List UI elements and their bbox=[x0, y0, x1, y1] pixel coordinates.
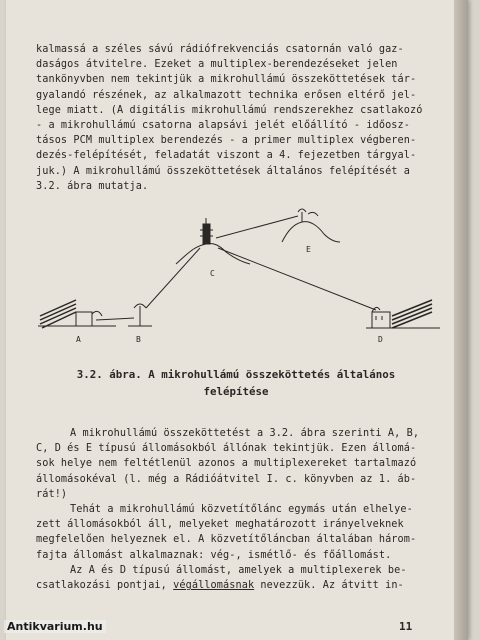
text-line: tásos PCM multiplex berendezés - a primer multiplex végberen- bbox=[36, 135, 417, 147]
text-line: gyalandó részének, az alkalmazott technika erősen eltérő jel- bbox=[36, 89, 417, 101]
text-line: 3.2. ábra mutatja. bbox=[36, 180, 149, 192]
label-b: B bbox=[136, 335, 141, 344]
underlined-term: végállomásnak bbox=[173, 580, 255, 592]
text-line: sok helye nem feltétlenül azonos a multiplexereket tartalmazó bbox=[36, 458, 417, 470]
text-line: juk.) A mikrohullámú összeköttetések általános felépítését a bbox=[36, 165, 411, 177]
station-a-building bbox=[76, 312, 92, 326]
figure-caption bbox=[36, 366, 436, 400]
microwave-link-diagram bbox=[36, 200, 446, 350]
text-line bbox=[36, 578, 418, 593]
text-line: zett állomásokból áll, melyeket meghatározott irányelveknek bbox=[36, 519, 404, 531]
text-line: Az A és D típusú állomást, amelyek a multiplexerek be- bbox=[70, 565, 407, 576]
link-c-d bbox=[218, 248, 376, 310]
caption-line: 3.2. ábra. A mikrohullámú összeköttetés általános bbox=[76, 368, 396, 381]
text-line: tankönyvben nem tekintjük a mikrohullámú összeköttetések tár- bbox=[36, 74, 417, 86]
text-line: megfelelően helyeznek el. A közvetítőláncban általában három- bbox=[36, 534, 417, 546]
tower-c bbox=[203, 224, 210, 244]
paragraph-terminal bbox=[36, 563, 418, 593]
label-e: E bbox=[306, 245, 311, 254]
link-b-c bbox=[146, 248, 200, 308]
hill-c bbox=[176, 243, 250, 264]
book-page bbox=[6, 0, 468, 640]
text-line: rát!) bbox=[36, 488, 68, 500]
diagram-svg bbox=[36, 200, 446, 350]
text-fragment: csatlakozási pontjai, bbox=[36, 580, 174, 592]
text-line: kalmassá a széles sávú rádiófrekvenciás csatornán való gaz- bbox=[36, 44, 404, 55]
page-number: 11 bbox=[399, 620, 413, 633]
text-line: állomásokéval (l. még a Rádióátvitel I. c. könyvben az 1. áb- bbox=[36, 473, 417, 485]
text-line: dezés-felépítését, feladatát viszont a 4. fejezetben tárgyal- bbox=[36, 150, 417, 162]
text-line: fajta állomást alkalmaznak: vég-, ismétlő- és főállomást. bbox=[36, 549, 392, 561]
page-edge bbox=[454, 0, 468, 640]
text-fragment: nevezzük. Az átvitt in- bbox=[254, 580, 404, 592]
link-a-b bbox=[96, 318, 134, 320]
station-d-building bbox=[372, 312, 390, 328]
label-a: A bbox=[76, 335, 81, 344]
paragraph-intro bbox=[36, 42, 423, 194]
paragraph-chain bbox=[36, 502, 418, 563]
text-line: - a mikrohullámú csatorna alapsávi jelét előállító - időosz- bbox=[36, 120, 411, 132]
text-line: Tehát a mikrohullámú közvetítőlánc egymás után elhelye- bbox=[70, 504, 413, 515]
text-line: lege miatt. (A digitális mikrohullámú rendszerekhez csatlakozó bbox=[36, 104, 423, 116]
multiplex-a bbox=[40, 300, 76, 328]
label-c: C bbox=[210, 269, 215, 278]
watermark-logo: Antikvarium.hu bbox=[4, 620, 106, 633]
multiplex-d bbox=[392, 300, 432, 328]
paragraph-stations bbox=[36, 426, 418, 502]
caption-line: felépítése bbox=[203, 385, 269, 398]
text-line: daságos átvitelre. Ezeket a multiplex-berendezéseket jelen bbox=[36, 59, 398, 71]
label-d: D bbox=[378, 335, 383, 344]
hill-e bbox=[282, 222, 340, 242]
text-line: C, D és E típusú állomásokból állónak tekintjük. Ezen állomá- bbox=[36, 443, 417, 455]
text-line: A mikrohullámú összeköttetést a 3.2. ábra szerinti A, B, bbox=[70, 428, 420, 439]
